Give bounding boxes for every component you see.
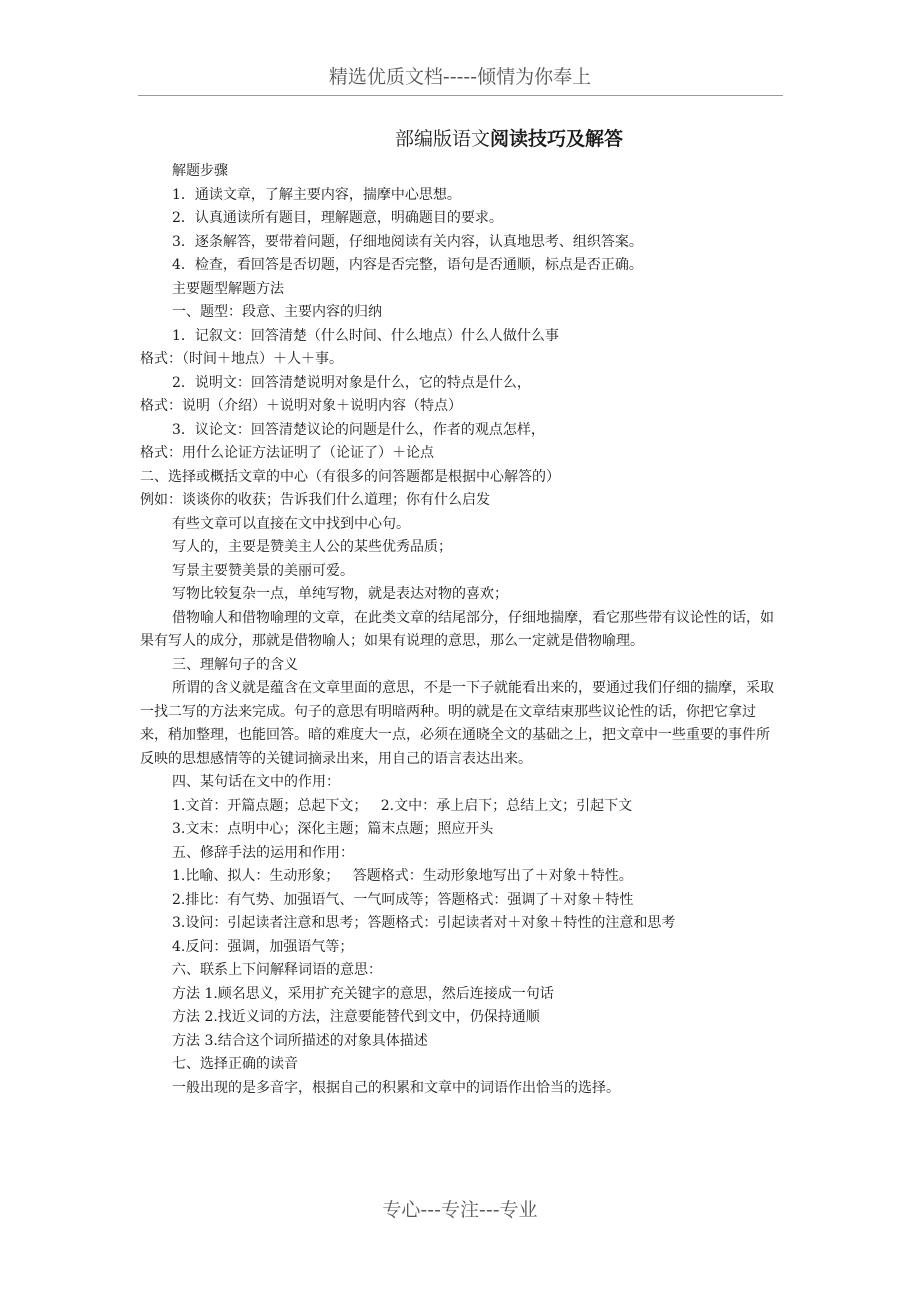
line: 有些文章可以直接在文中找到中心句。: [172, 515, 410, 532]
line: 写人的，主要是赞美主人公的某些优秀品质；: [172, 539, 452, 555]
document-body: [140, 160, 775, 1100]
page-header: 精选优质文档-----倾情为你奉上: [328, 66, 592, 88]
paragraph: 所谓的含义就是蕴含在文章里面的意思，不是一下子就能看出来的，要通过我们仔细的揣摩，采取一找二写的方法来完成。句子的意思有明暗两种。明的就是在文章结束那些议论性的话，你把它拿过来，稍加整理，也能回答。暗的难度大一点，必须在通晓全文的基础之上，把文章中一些重要的事件所反映的思想感情等的关键词摘录出来，用自己的语言表达出来。: [140, 680, 774, 767]
title-bold: 阅读技巧及解答: [490, 128, 624, 150]
line: 六、联系上下问解释词语的意思：: [172, 962, 382, 978]
line: 1．通读文章，了解主要内容，揣摩中心思想。: [172, 186, 461, 203]
line: 五、修辞手法的运用和作用：: [172, 844, 354, 861]
line: 一、题型：段意、主要内容的归纳: [172, 304, 382, 320]
header-divider: [138, 95, 783, 96]
line: 4．检查，看回答是否切题，内容是否完整，语句是否通顺，标点是否正确。: [172, 257, 643, 273]
line: 1.文首：开篇点题；总起下文； 2.文中：承上启下；总结上文；引起下文: [172, 797, 633, 814]
line: 3.文末：点明中心；深化主题；篇末点题；照应开头: [172, 821, 494, 837]
line: 方法 2.找近义词的方法，注意要能替代到文中，仍保持通顺: [172, 1009, 540, 1025]
line: 2.排比：有气势、加强语气、一气呵成等；答题格式：强调了＋对象＋特性: [172, 891, 634, 908]
line: 2．认真通读所有题目，理解题意，明确题目的要求。: [172, 210, 503, 226]
line: 三、理解句子的含义: [172, 656, 298, 673]
line: 四、某句话在文中的作用：: [172, 774, 340, 790]
line: 3．逐条解答，要带着问题，仔细地阅读有关内容，认真地思考、组织答案。: [172, 233, 643, 250]
line: 写景主要赞美景的美丽可爱。: [172, 562, 354, 579]
line: 写物比较复杂一点，单纯写物，就是表达对物的喜欢；: [172, 586, 508, 602]
line: 主要题型解题方法: [172, 280, 284, 297]
line: 方法 3.结合这个词所描述的对象具体描述: [172, 1032, 428, 1049]
document-title: [0, 124, 920, 151]
line: 二、选择或概括文章的中心（有很多的问答题都是根据中心解答的）: [140, 468, 560, 485]
line: 例如：谈谈你的收获；告诉我们什么道理；你有什么启发: [140, 492, 490, 508]
line: 解题步骤: [172, 163, 228, 179]
line: 格式：说明（介绍）＋说明对象＋说明内容（特点）: [140, 398, 462, 414]
line: 格式：（时间＋地点）＋人＋事。: [140, 351, 343, 367]
line: 一般出现的是多音字，根据自己的积累和文章中的词语作出恰当的选择。: [172, 1079, 620, 1096]
line: 2．说明文：回答清楚说明对象是什么，它的特点是什么，: [172, 374, 531, 391]
line: 3．议论文：回答清楚议论的问题是什么，作者的观点怎样，: [172, 421, 545, 438]
line: 1．记叙文：回答清楚（什么时间、什么地点）什么人做什么事: [172, 327, 559, 344]
title-plain: 部编版语文: [394, 128, 490, 150]
line: 格式：用什么论证方法证明了（论证了）＋论点: [140, 445, 434, 461]
paragraph: 借物喻人和借物喻理的文章，在此类文章的结尾部分，仔细地揣摩，看它那些带有议论性的话，如果有写人的成分，那就是借物喻人；如果有说理的意思，那么一定就是借物喻理。: [140, 609, 774, 649]
line: 1.比喻、拟人：生动形象； 答题格式：生动形象地写出了＋对象＋特性。: [172, 868, 633, 884]
line: 4.反问：强调，加强语气等；: [172, 938, 354, 955]
line: 3.设问：引起读者注意和思考；答题格式：引起读者对＋对象＋特性的注意和思考: [172, 915, 676, 931]
line: 方法 1.顾名思义，采用扩充关键字的意思，然后连接成一句话: [172, 985, 554, 1002]
page-footer: 专心---专注---专业: [382, 1199, 538, 1221]
line: 七、选择正确的读音: [172, 1056, 298, 1072]
